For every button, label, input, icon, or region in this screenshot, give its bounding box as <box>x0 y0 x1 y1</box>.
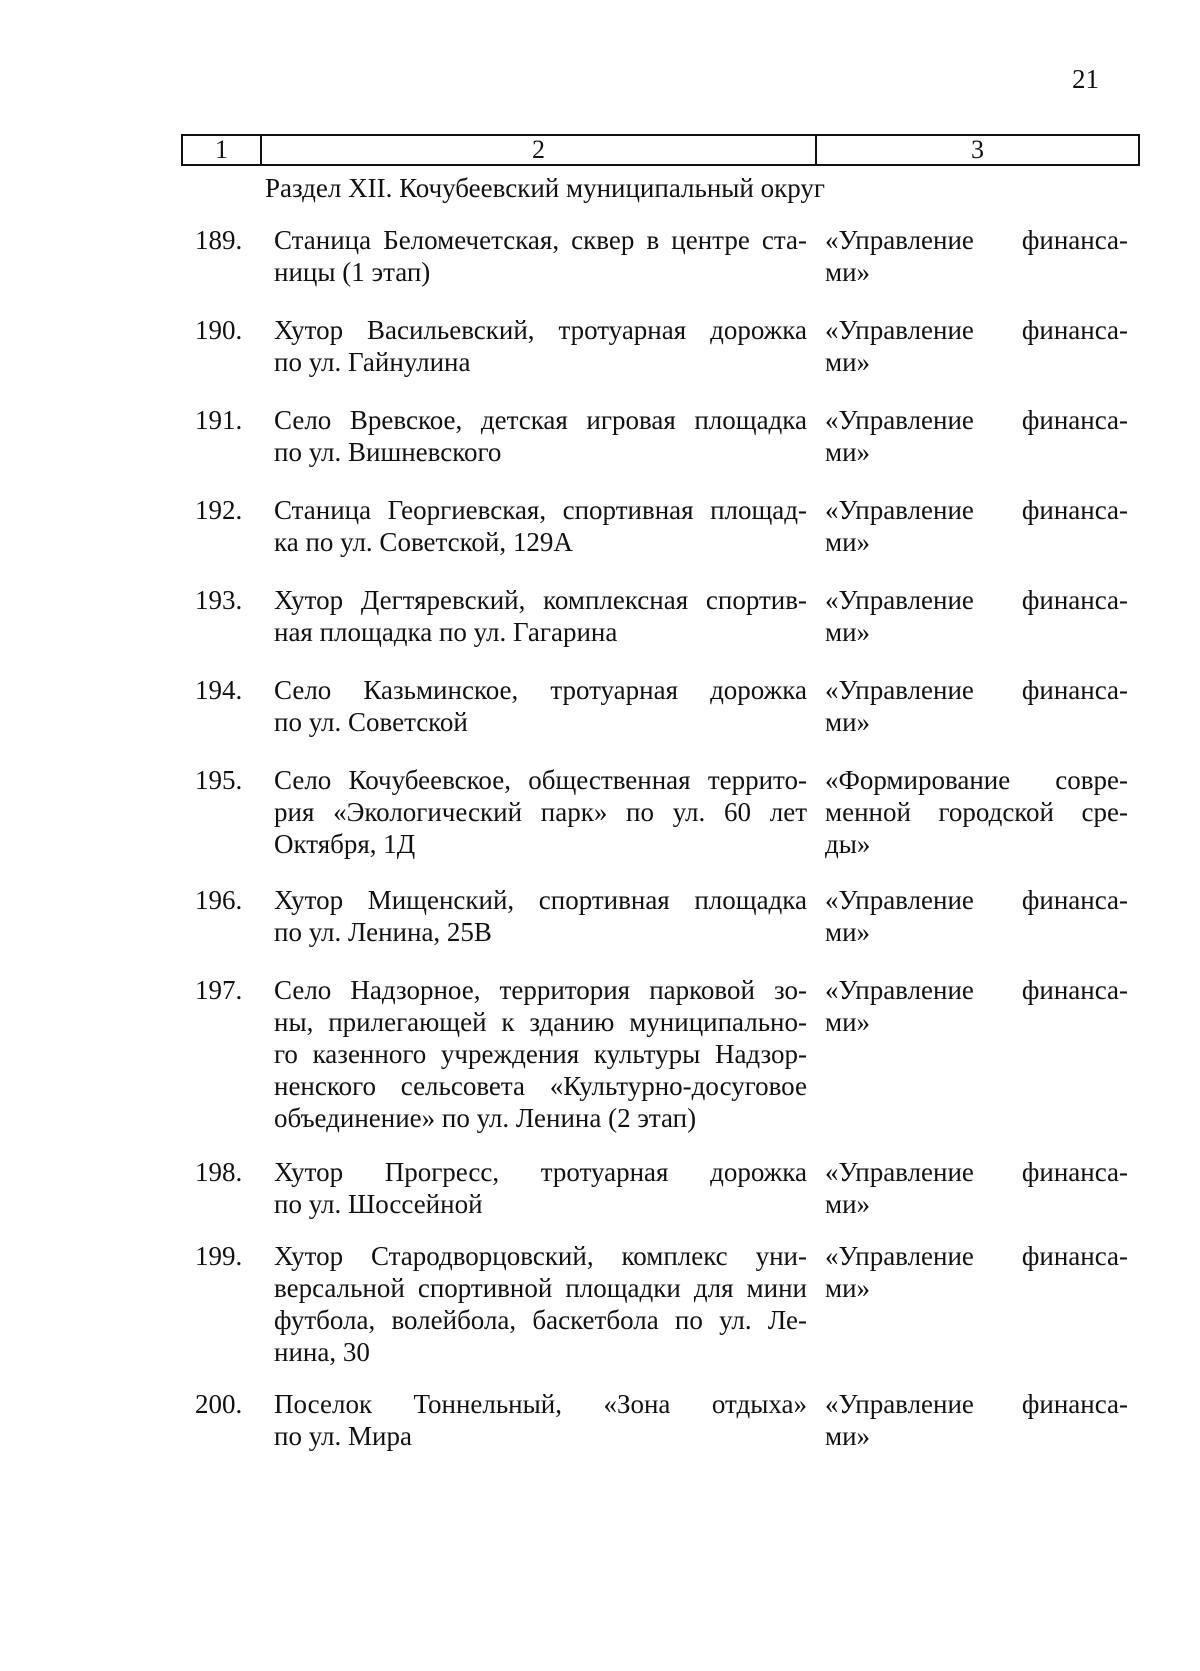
row-number: 193. <box>195 585 243 615</box>
description-line: Хутор Дегтяревский, комплексная спортив- <box>274 585 807 615</box>
description-line: по ул. Ленина, 25В <box>274 917 492 947</box>
column-header-3: 3 <box>971 135 984 164</box>
description-line: ницы (1 этап) <box>274 257 431 287</box>
row-number: 189. <box>195 225 243 255</box>
row-description <box>274 494 807 558</box>
program-line: «Управление финанса- <box>825 1241 1128 1271</box>
description-line: Поселок Тоннельный, «Зона отдыха» <box>274 1389 807 1419</box>
row-number: 192. <box>195 495 243 525</box>
row-number: 200. <box>195 1389 243 1419</box>
row-number: 196. <box>195 885 243 915</box>
description-line: Хутор Васильевский, тротуарная дорожка <box>274 315 807 345</box>
program-line: «Управление финанса- <box>825 885 1128 915</box>
description-line: ненского сельсовета «Культурно-досуговое <box>274 1071 807 1101</box>
row-program <box>825 974 1128 1038</box>
row-description <box>274 1388 807 1452</box>
row-description <box>274 884 807 948</box>
description-line: по ул. Советской <box>274 707 468 737</box>
program-line: «Управление финанса- <box>825 1157 1128 1187</box>
description-line: версальной спортивной площадки для мини <box>274 1273 807 1303</box>
row-description <box>274 584 807 648</box>
row-number: 190. <box>195 315 243 345</box>
row-description <box>274 404 807 468</box>
row-program <box>825 674 1128 738</box>
description-line: по ул. Шоссейной <box>274 1189 483 1219</box>
program-line: ми» <box>825 1007 871 1037</box>
section-title: Раздел XII. Кочубеевский муниципальный округ <box>265 173 825 203</box>
row-program <box>825 1388 1128 1452</box>
row-number: 198. <box>195 1157 243 1187</box>
description-line: рия «Экологический парк» по ул. 60 лет <box>274 797 807 827</box>
column-header-row <box>181 134 1140 166</box>
program-line: ми» <box>825 347 871 377</box>
description-line: Октября, 1Д <box>274 829 416 859</box>
description-line: по ул. Вишневского <box>274 437 502 467</box>
program-line: «Управление финанса- <box>825 585 1128 615</box>
program-line: ми» <box>825 617 871 647</box>
page-number: 21 <box>1072 64 1099 94</box>
program-line: ми» <box>825 1421 871 1451</box>
description-line: го казенного учреждения культуры Надзор- <box>274 1039 807 1069</box>
row-description <box>274 314 807 378</box>
row-number: 191. <box>195 405 243 435</box>
program-line: ми» <box>825 1273 871 1303</box>
description-line: ны, прилегающей к зданию муниципально- <box>274 1007 807 1037</box>
row-description <box>274 1240 807 1368</box>
program-line: «Управление финанса- <box>825 405 1128 435</box>
program-line: ми» <box>825 707 871 737</box>
row-description <box>274 224 807 288</box>
description-line: Станица Беломечетская, сквер в центре ста- <box>274 225 807 255</box>
row-number: 195. <box>195 765 243 795</box>
row-program <box>825 224 1128 288</box>
description-line: Хутор Прогресс, тротуарная дорожка <box>274 1157 807 1187</box>
row-description <box>274 1156 807 1220</box>
program-line: «Формирование совре- <box>825 765 1128 795</box>
program-line: ми» <box>825 917 871 947</box>
description-line: нина, 30 <box>274 1337 370 1367</box>
program-line: ды» <box>825 829 871 859</box>
row-program <box>825 884 1128 948</box>
description-line: Село Кочубеевское, общественная террито- <box>274 765 807 795</box>
row-number: 197. <box>195 975 243 1005</box>
description-line: Станица Георгиевская, спортивная площад- <box>274 495 807 525</box>
program-line: «Управление финанса- <box>825 675 1128 705</box>
description-line: ная площадка по ул. Гагарина <box>274 617 618 647</box>
description-line: по ул. Мира <box>274 1421 412 1451</box>
program-line: ми» <box>825 1189 871 1219</box>
program-line: «Управление финанса- <box>825 225 1128 255</box>
program-line: менной городской сре- <box>825 797 1128 827</box>
row-program <box>825 584 1128 648</box>
row-description <box>274 764 807 860</box>
description-line: Село Казьминское, тротуарная дорожка <box>274 675 807 705</box>
program-line: «Управление финанса- <box>825 975 1128 1005</box>
column-header-1: 1 <box>183 136 262 164</box>
program-line: «Управление финанса- <box>825 1389 1128 1419</box>
program-line: ми» <box>825 257 871 287</box>
description-line: ка по ул. Советской, 129А <box>274 527 573 557</box>
row-program <box>825 494 1128 558</box>
program-line: ми» <box>825 437 871 467</box>
column-header-2: 2 <box>262 136 817 164</box>
description-line: Село Надзорное, территория парковой зо- <box>274 975 807 1005</box>
row-number: 194. <box>195 675 243 705</box>
description-line: Село Вревское, детская игровая площадка <box>274 405 807 435</box>
description-line: по ул. Гайнулина <box>274 347 471 377</box>
row-program <box>825 764 1128 860</box>
description-line: Хутор Мищенский, спортивная площадка <box>274 885 807 915</box>
description-line: объединение» по ул. Ленина (2 этап) <box>274 1103 697 1133</box>
description-line: Хутор Стародворцовский, комплекс уни- <box>274 1241 807 1271</box>
program-line: «Управление финанса- <box>825 315 1128 345</box>
program-line: «Управление финанса- <box>825 495 1128 525</box>
row-program <box>825 404 1128 468</box>
row-description <box>274 974 807 1134</box>
row-number: 199. <box>195 1241 243 1271</box>
row-program <box>825 1240 1128 1304</box>
program-line: ми» <box>825 527 871 557</box>
row-description <box>274 674 807 738</box>
row-program <box>825 1156 1128 1220</box>
description-line: футбола, волейбола, баскетбола по ул. Ле- <box>274 1305 807 1335</box>
row-program <box>825 314 1128 378</box>
